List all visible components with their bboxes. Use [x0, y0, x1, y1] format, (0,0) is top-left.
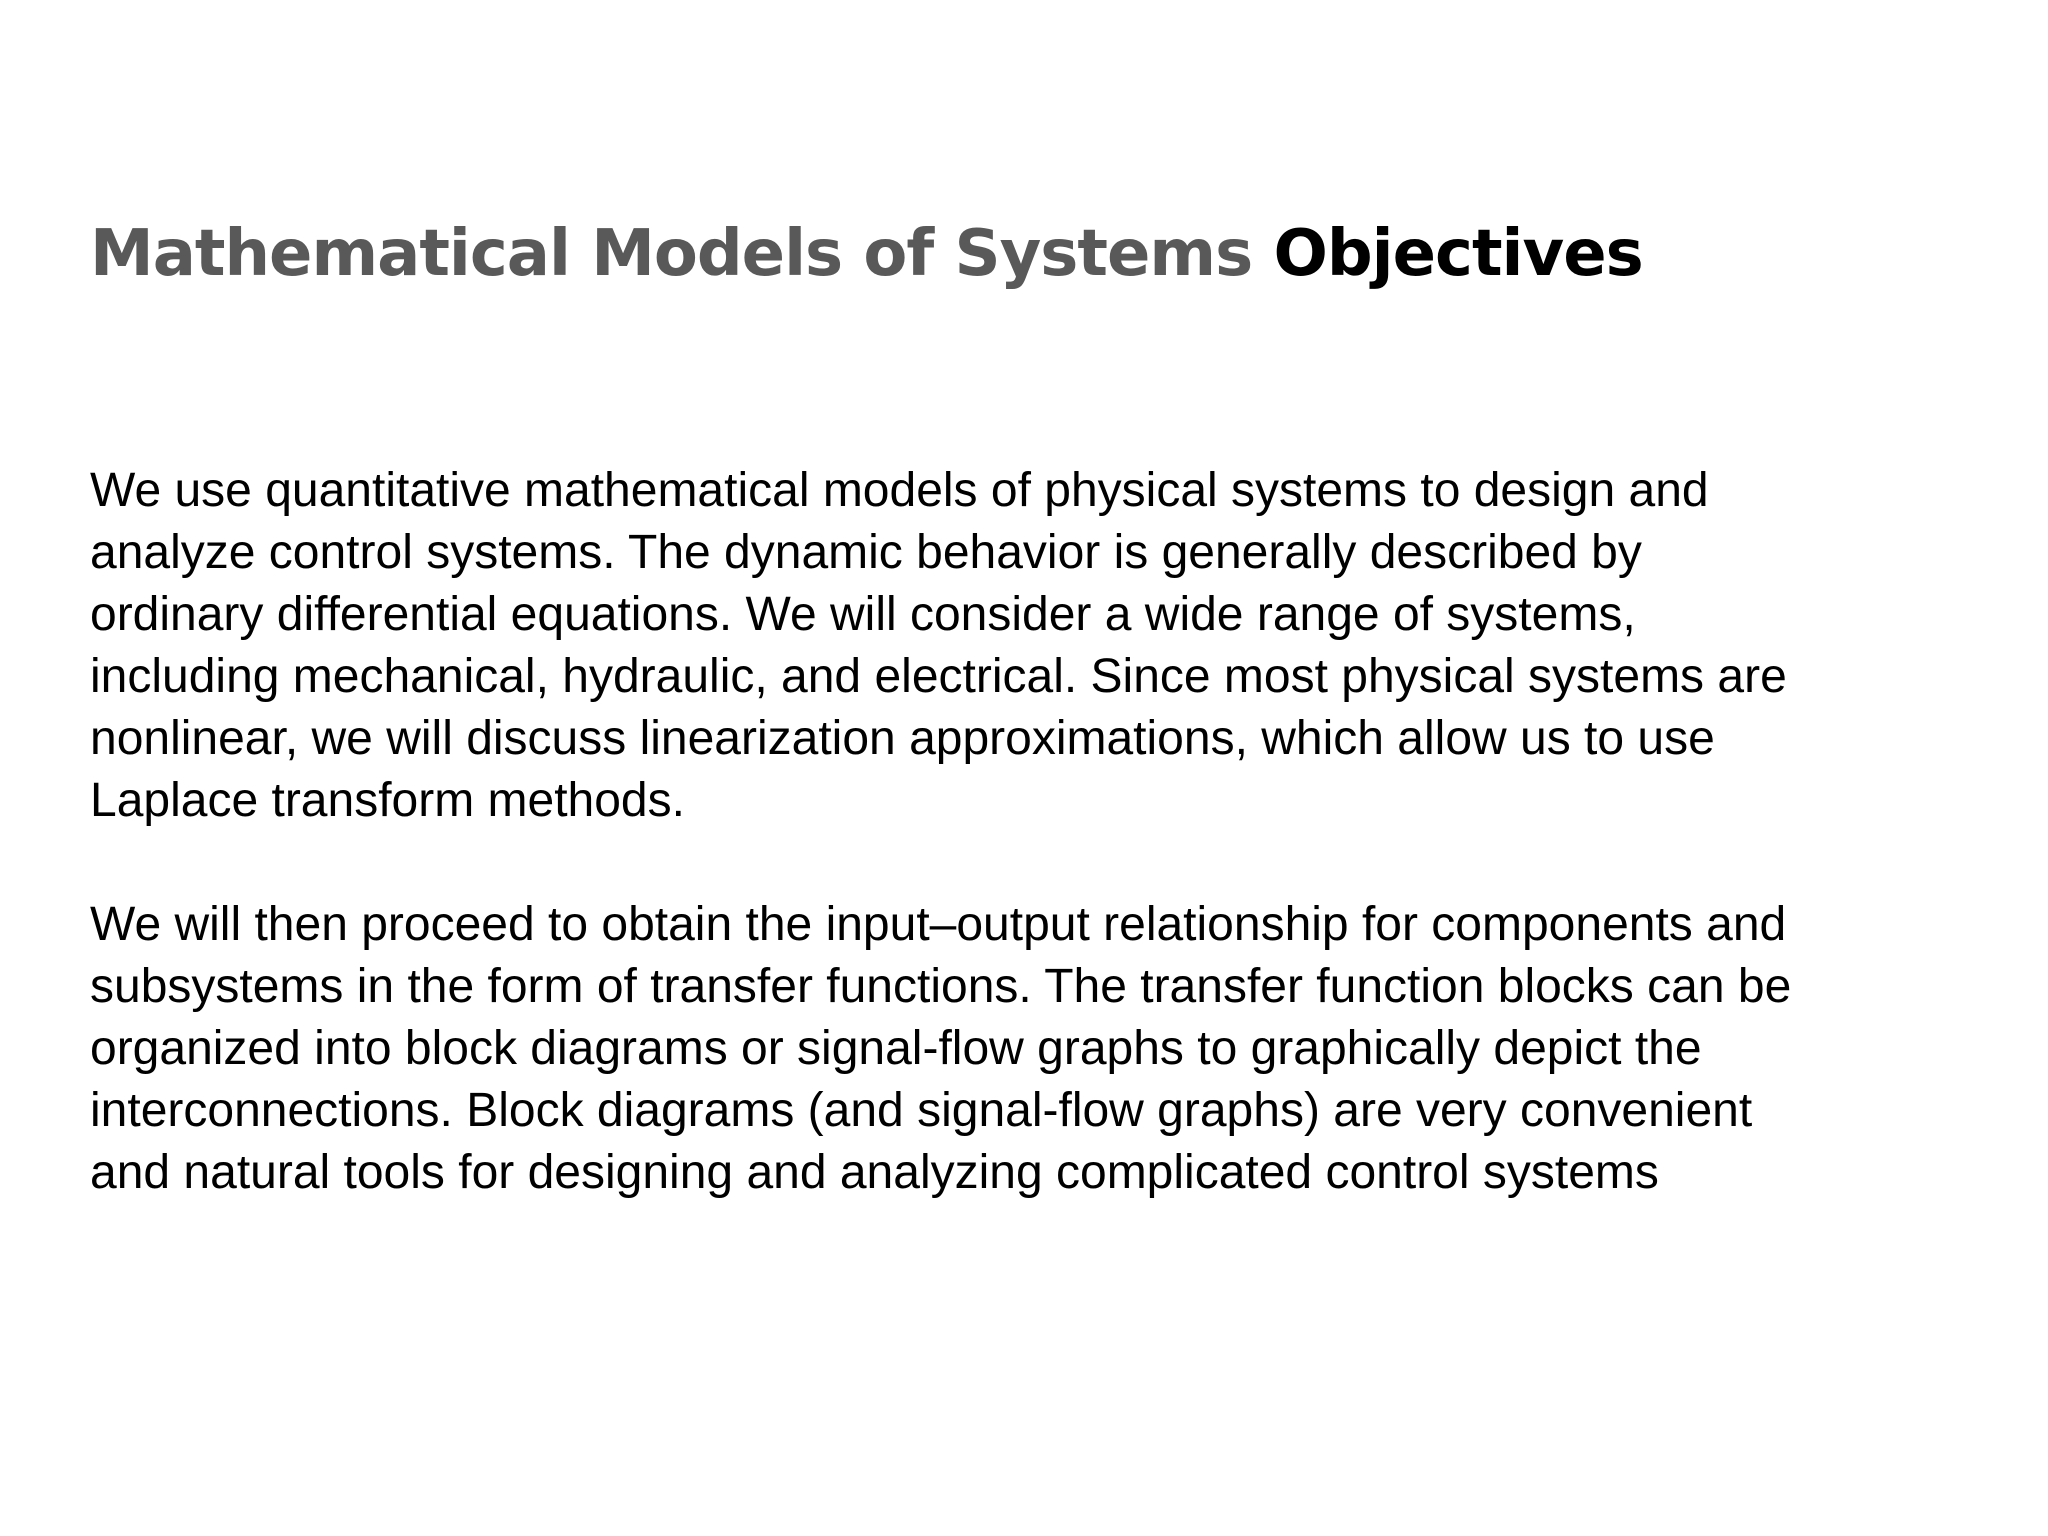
slide-body	[90, 460, 1970, 1204]
slide-title	[90, 218, 1643, 292]
body-paragraph-1: We use quantitative mathematical models of physical systems to design and analyze control systems. The dynamic behavior is generally described by ordinary differential equations. We will consider a wide range of systems, including mechanical, hydraulic, and electrical. Since most physical systems are nonlinear, we will discuss linearization approximations, which allow us to use Laplace transform methods.	[90, 464, 1787, 827]
slide-title-accent: Objectives	[1273, 217, 1643, 291]
slide-title-main: Mathematical Models of Systems	[90, 217, 1253, 291]
body-paragraph-2: We will then proceed to obtain the input–output relationship for components and subsystems in the form of transfer functions. The transfer function blocks can be organized into block diagrams or signal-flow graphs to graphically depict the interconnections. Block diagrams (and signal-flow graphs) are very convenient and natural tools for designing and analyzing complicated control systems	[90, 898, 1792, 1199]
